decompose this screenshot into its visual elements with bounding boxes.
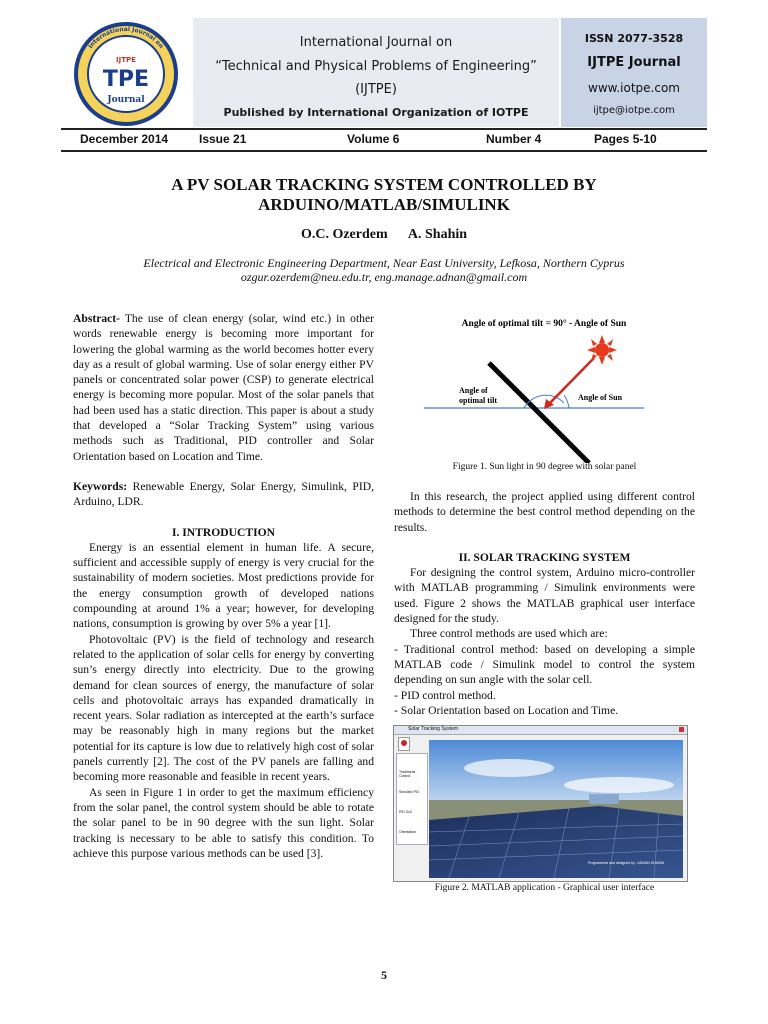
issue-pages: Pages 5-10 [594,132,657,146]
intro-paragraph-3: As seen in Figure 1 in order to get the maximum efficiency from the solar panel, the control system should be able to rotate the solar panel to be in 90 degree with the sun light. Solar tracking is necessary to be able to satisfy this condition. To achieve this purpose various methods can be used [3]. [73,785,374,860]
affiliation-text: Electrical and Electronic Engineering Department, Near East University, Lefkosa, Northern Cyprus [143,256,625,270]
abstract-label: Abstract- [73,312,121,325]
header-line-3: (IJTPE) [355,82,397,97]
left-column [73,311,374,861]
issue-volume: Volume 6 [347,132,400,146]
figure-1 [414,313,674,473]
fig1-tilt-label-1: Angle of [459,386,488,395]
intro-paragraph-2: Photovoltaic (PV) is the field of technology and research related to the application of solar cells for energy by converting sun’s energy directly into electricity. Due to the growing demand for clean sources of energy, the manufacture of solar cells and photovoltaic arrays has expanded dramatically in recent years. Solar radiation as intercepted at the earth’s surface may be reasonably high in many regions but the market potential for its capture is low due to relatively high cost of solar panels currently [2]. The cost of the PV panels are falling and becoming more reasonable and feasible in recent years. [73,632,374,784]
journal-email[interactable]: ijtpe@iotpe.com [593,105,675,116]
abstract-text: The use of clean energy (solar, wind etc.) in other words renewable energy is becoming more important for lowering the global warming as the world becomes hotter every day as a result of global warming. Use of solar energy either PV panels or concentrated solar power (CSP) to generate electrical energy is becoming more popular. Most of the solar panels that had been used has a static direction. This paper is about a study that developed a “Solar Tracking System” using various methods such as Traditional, PID controller and Solar Orientation based on Location and Time. [73,312,374,463]
journal-header [61,18,707,127]
author-1: O.C. Ozerdem [300,227,388,242]
journal-logo [61,18,191,127]
paper-title-line-1: A PV SOLAR TRACKING SYSTEM CONTROLLED BY [171,175,597,194]
method-item-2: - PID control method. [394,688,496,702]
issue-number: Issue 21 [199,132,247,146]
keywords-label: Keywords: [73,479,128,493]
section-2-heading: II. SOLAR TRACKING SYSTEM [458,550,631,564]
journal-title-block [193,18,559,127]
logo-tpe-text: TPE [102,67,150,92]
intro-paragraph-1: Energy is an essential element in human life. A secure, sufficient and accessible supply of energy is very crucial for the sustainability of modern societies. Most predictions provide for the energy consumption growth of developed nations compounding at around 1% a year; however, for developing nations, consumption is growing by over 5% a year [1]. [73,540,374,631]
gui-stop-button[interactable] [398,737,410,751]
journal-info-block [561,18,707,127]
gui-credit: Programmed and designed by : ADNAN SHAHIN [587,861,664,865]
gui-option-2[interactable]: Simulink PID [399,790,420,794]
intro-heading: I. INTRODUCTION [171,525,276,539]
author-2: A. Shahin [407,227,468,242]
gui-option-3[interactable]: PID GUI [399,810,413,814]
gui-window-title: Solar Tracking System [408,726,459,732]
right-paragraph-1: In this research, the project applied using different control methods to determine the best control method depending on the results. [394,490,695,534]
logo-arc-text: International Journal on [87,25,165,50]
issue-num: Number 4 [486,132,542,146]
gui-title-bar [394,726,687,735]
author-emails: ozgur.ozerdem@neu.edu.tr, eng.manage.adnan@gmail.com [240,270,528,284]
keywords [73,479,374,510]
gui-option-1[interactable]: Traditional Control [399,770,416,778]
issue-bar [61,128,707,152]
figure-2-caption: Figure 2. MATLAB application - Graphical user interface [434,883,655,893]
fig1-tilt-label-2: optimal tilt [459,396,497,405]
figure-1-caption: Figure 1. Sun light in 90 degree with solar panel [452,462,637,472]
gui-option-4[interactable]: Orientation [399,830,417,834]
method-item-1: - Traditional control method: based on developing a simple MATLAB code / Simulink model to control the system depending on sun angle with the solar cell. [394,642,695,687]
gui-solar-photo [429,740,683,878]
journal-website[interactable]: www.iotpe.com [588,81,680,95]
fig1-equation: Angle of optimal tilt = 90° - Angle of Sun [461,319,627,329]
affiliation [61,256,707,284]
keywords-text: Renewable Energy, Solar Energy, Simulink, PID, Arduino, LDR. [73,479,374,509]
page-number: 5 [381,968,387,982]
paper-title-line-2: ARDUINO/MATLAB/SIMULINK [258,195,510,214]
issn: ISSN 2077-3528 [584,32,684,45]
header-publisher: Published by International Organization of IOTPE [223,106,529,119]
figure-2-gui [393,725,688,882]
fig1-sun-icon [587,335,617,365]
fig1-sun-arc [564,395,569,408]
method-item-3: - Solar Orientation based on Location and Time. [394,703,619,717]
gui-options-panel [396,753,428,845]
journal-name: IJTPE Journal [587,55,681,70]
header-line-2: “Technical and Physical Problems of Engineering” [215,59,537,74]
paper-title [61,175,707,215]
logo-journal-text: Journal [107,95,145,105]
fig1-sun-label: Angle of Sun [578,393,623,402]
right-paragraph-2: For designing the control system, Arduino micro-controller with MATLAB programming / Simulink environments were used. Figure 2 shows the MATLAB graphical user interface designed for the study. [394,566,695,626]
right-paragraph-3: Three control methods are used which are: [410,627,608,641]
gui-close-icon[interactable] [679,727,684,732]
right-column [394,489,695,718]
paper-authors [61,227,707,243]
header-line-1: International Journal on [299,35,453,50]
logo-ijtpe-text: IJTPE [116,56,136,64]
issue-date: December 2014 [80,132,169,146]
abstract [73,311,374,464]
